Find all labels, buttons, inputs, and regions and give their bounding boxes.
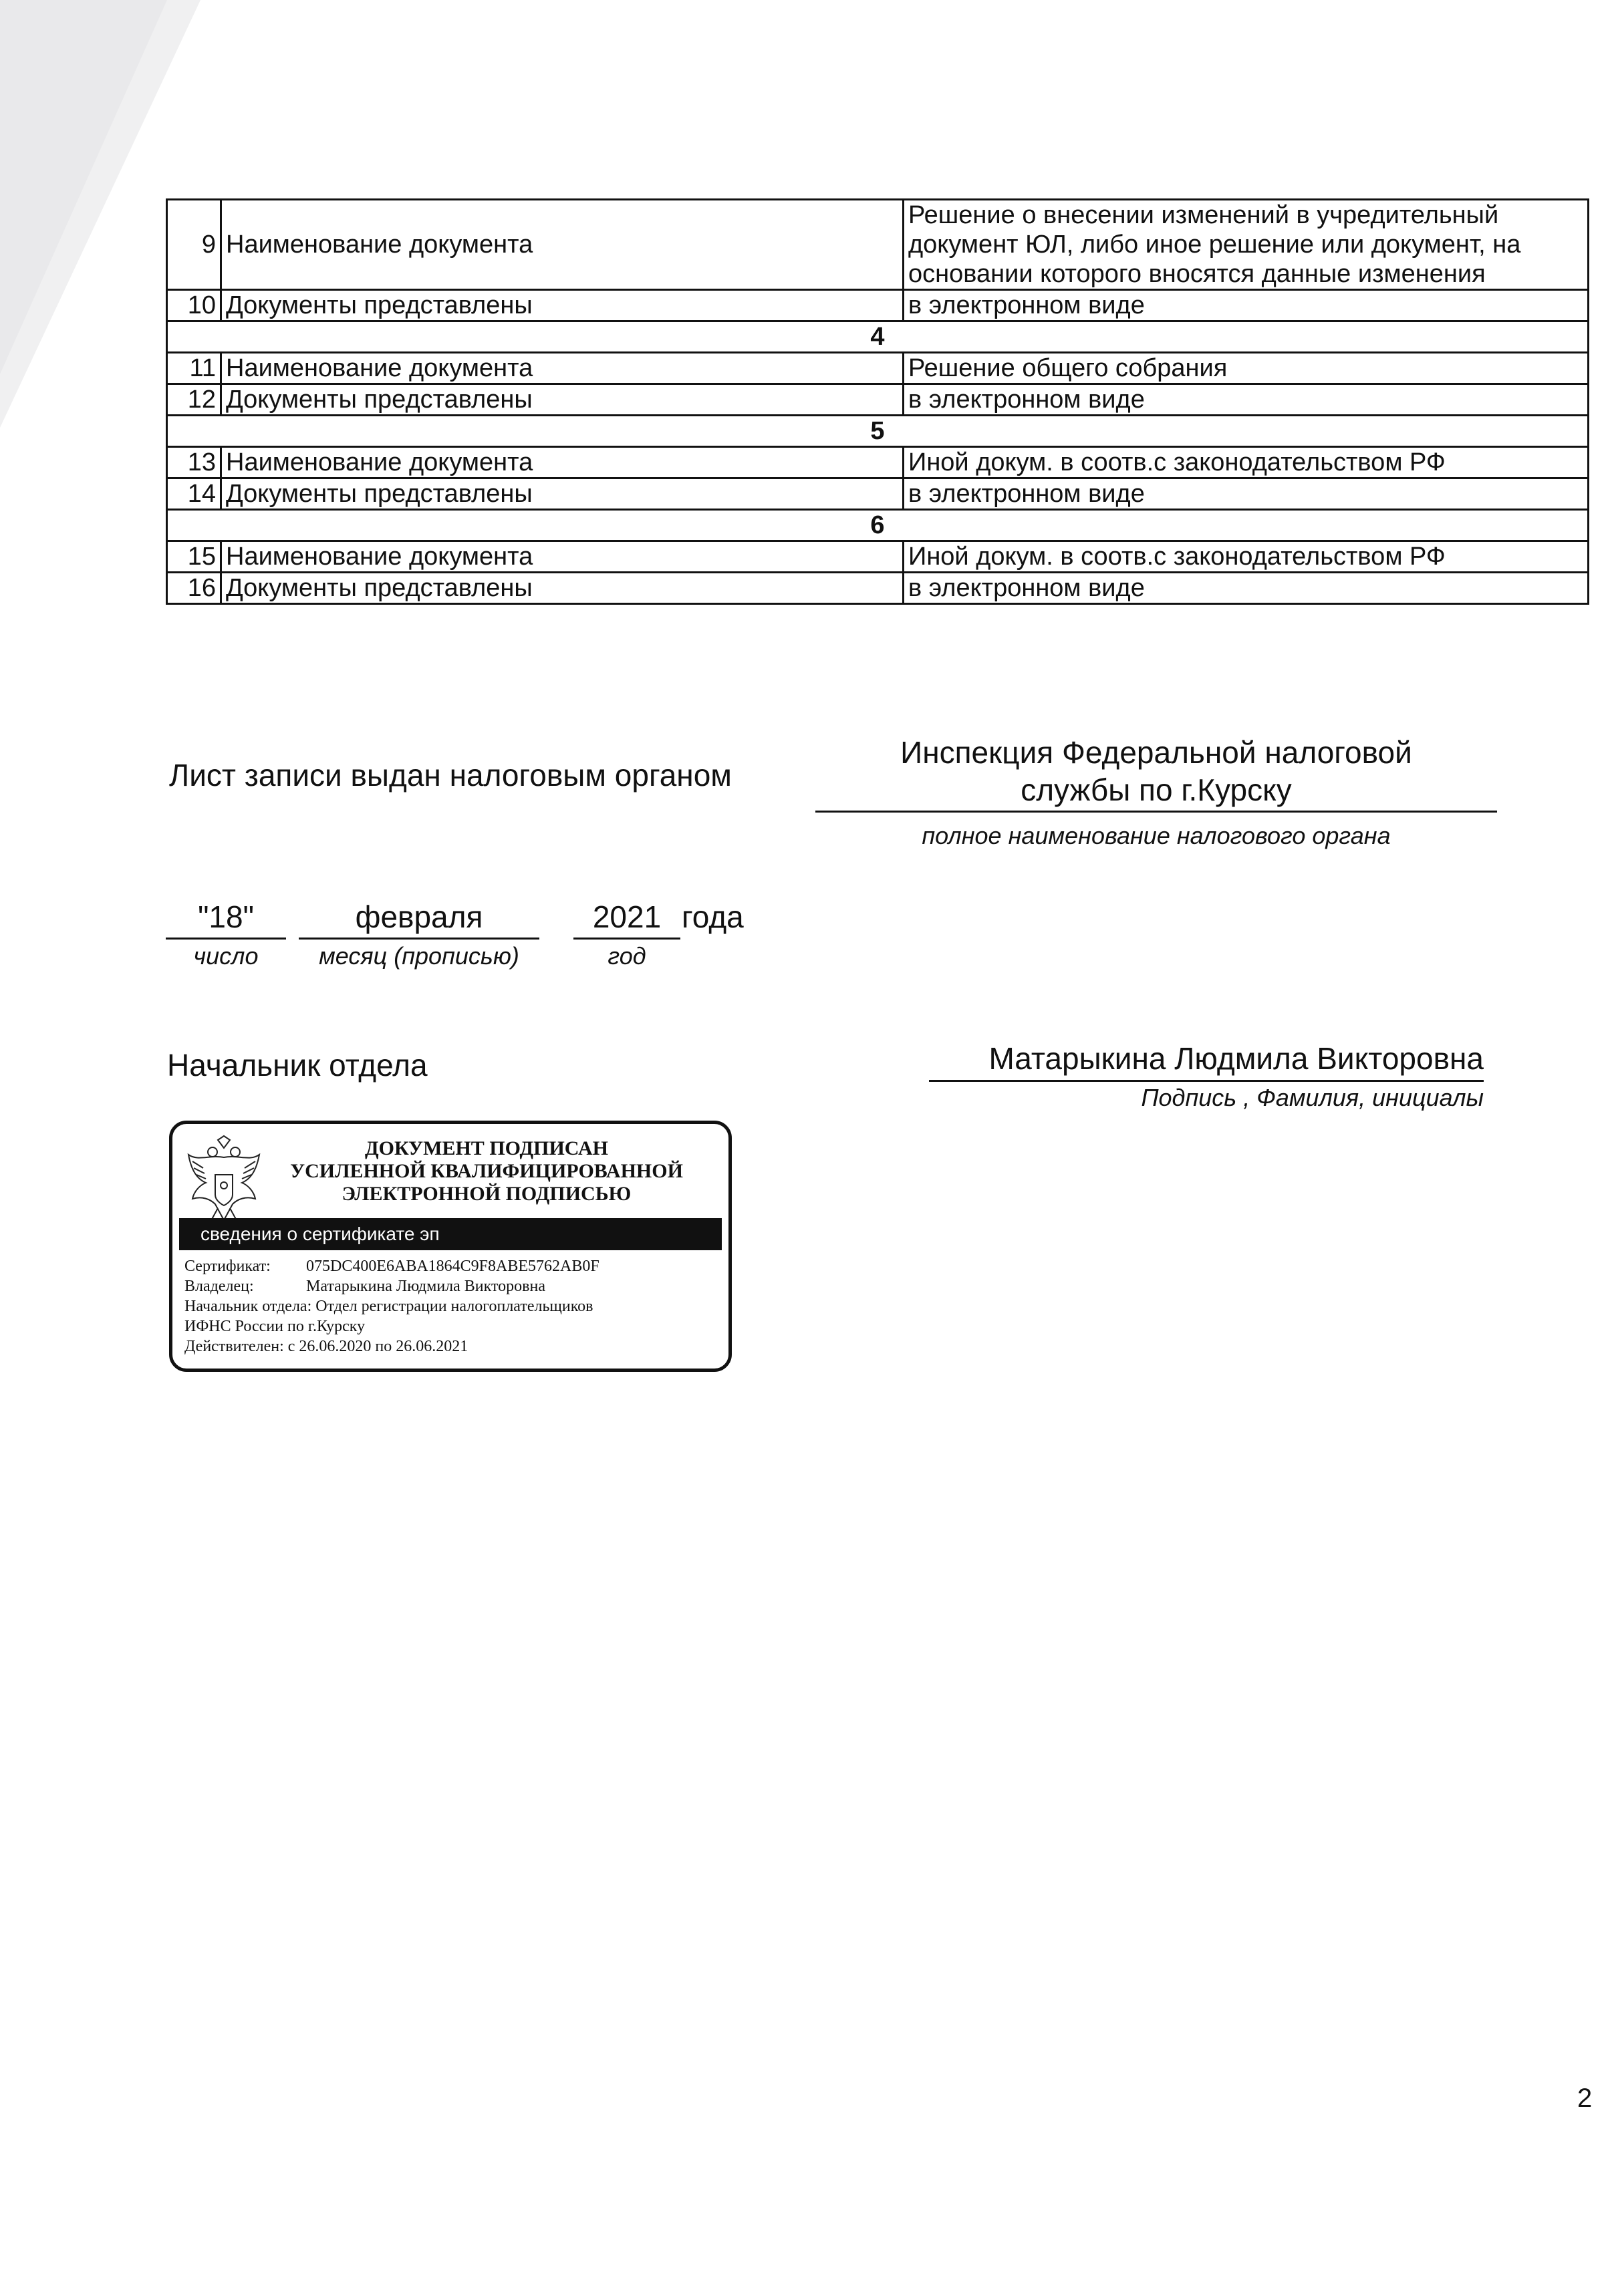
table-row <box>167 384 1589 416</box>
row-value <box>904 573 1589 604</box>
authority-caption: полное наименование налогового органа <box>922 822 1391 849</box>
group-number: 5 <box>167 416 1589 447</box>
group-row <box>167 416 1589 447</box>
stamp-band: сведения о сертификате эп <box>179 1218 722 1250</box>
row-label: Документы представлены <box>221 384 904 416</box>
cert-label: Сертификат: <box>184 1258 271 1275</box>
row-label: Документы представлены <box>221 573 904 604</box>
row-value-line: в электронном виде <box>908 574 1145 602</box>
stamp-office-line: ИФНС России по г.Курску <box>184 1318 366 1335</box>
date-day-underline <box>166 938 286 940</box>
authority-line-2: службы по г.Курску <box>1021 772 1292 807</box>
group-row <box>167 510 1589 541</box>
group-row <box>167 321 1589 353</box>
stamp-title <box>273 1137 700 1205</box>
row-value-line: Решение общего собрания <box>908 354 1228 382</box>
date-day: "18" <box>198 899 254 934</box>
row-value-line: Иной докум. в соотв.с законодательством РФ <box>908 543 1446 571</box>
row-number: 12 <box>167 384 221 416</box>
official-caption: Подпись , Фамилия, инициалы <box>1141 1084 1484 1111</box>
group-number: 4 <box>167 321 1589 353</box>
row-value <box>904 447 1589 478</box>
row-value-line: в электронном виде <box>908 386 1145 414</box>
stamp-title-line-3: ЭЛЕКТРОННОЙ ПОДПИСЬЮ <box>342 1183 632 1205</box>
owner-label: Владелец: <box>184 1278 254 1295</box>
row-value-line: в электронном виде <box>908 291 1145 319</box>
date-year: 2021 <box>592 899 662 934</box>
row-number: 14 <box>167 478 221 510</box>
row-number: 15 <box>167 541 221 573</box>
row-value <box>904 290 1589 321</box>
row-label: Наименование документа <box>221 200 904 290</box>
row-number: 9 <box>167 200 221 290</box>
stamp-validity-line: Действителен: с 26.06.2020 по 26.06.2021 <box>184 1338 468 1355</box>
row-value <box>904 478 1589 510</box>
row-label: Документы представлены <box>221 290 904 321</box>
row-label: Наименование документа <box>221 541 904 573</box>
table-row <box>167 200 1589 290</box>
table-row <box>167 478 1589 510</box>
row-value <box>904 353 1589 384</box>
russian-coat-of-arms-icon <box>183 1135 265 1231</box>
stamp-position-line: Начальник отдела: Отдел регистрации налогоплательщиков <box>184 1298 593 1315</box>
date-day-caption: число <box>193 942 259 970</box>
official-name: Матарыкина Людмила Викторовна <box>988 1041 1484 1076</box>
table-row <box>167 290 1589 321</box>
row-value-line: Иной докум. в соотв.с законодательством РФ <box>908 448 1446 476</box>
records-table <box>166 198 1589 605</box>
row-value-line: основании которого вносятся данные изменения <box>908 260 1486 288</box>
official-underline <box>929 1080 1484 1082</box>
row-number: 13 <box>167 447 221 478</box>
row-value <box>904 200 1589 290</box>
authority-line-1: Инспекция Федеральной налоговой <box>900 735 1412 770</box>
row-value <box>904 384 1589 416</box>
stamp-details <box>184 1256 599 1356</box>
table-row <box>167 353 1589 384</box>
date-year-suffix: года <box>682 899 744 934</box>
row-value-line: в электронном виде <box>908 480 1145 508</box>
issued-label: Лист записи выдан налоговым органом <box>169 758 732 793</box>
table-row <box>167 447 1589 478</box>
stamp-title-line-2: УСИЛЕННОЙ КВАЛИФИЦИРОВАННОЙ <box>290 1160 683 1182</box>
cert-value: 075DC400E6ABA1864C9F8ABE5762AB0F <box>306 1258 599 1275</box>
page-number: 2 <box>1577 2084 1593 2113</box>
row-label: Наименование документа <box>221 353 904 384</box>
row-number: 16 <box>167 573 221 604</box>
authority-name <box>815 734 1497 809</box>
row-label: Документы представлены <box>221 478 904 510</box>
date-month: февраля <box>355 899 483 934</box>
row-label: Наименование документа <box>221 447 904 478</box>
row-value-line: документ ЮЛ, либо иное решение или документ, на <box>908 231 1521 259</box>
date-month-caption: месяц (прописью) <box>319 942 519 970</box>
row-number: 11 <box>167 353 221 384</box>
owner-value: Матарыкина Людмила Викторовна <box>306 1278 545 1295</box>
group-number: 6 <box>167 510 1589 541</box>
stamp-title-line-1: ДОКУМЕНТ ПОДПИСАН <box>365 1137 608 1159</box>
date-year-caption: год <box>608 942 646 970</box>
table-row <box>167 573 1589 604</box>
authority-underline <box>815 811 1497 813</box>
table-row <box>167 541 1589 573</box>
row-value-line: Решение о внесении изменений в учредительный <box>908 201 1499 229</box>
date-month-underline <box>299 938 539 940</box>
row-value <box>904 541 1589 573</box>
date-year-underline <box>573 938 680 940</box>
official-position: Начальник отдела <box>167 1048 428 1083</box>
e-signature-stamp <box>169 1121 732 1372</box>
row-number: 10 <box>167 290 221 321</box>
